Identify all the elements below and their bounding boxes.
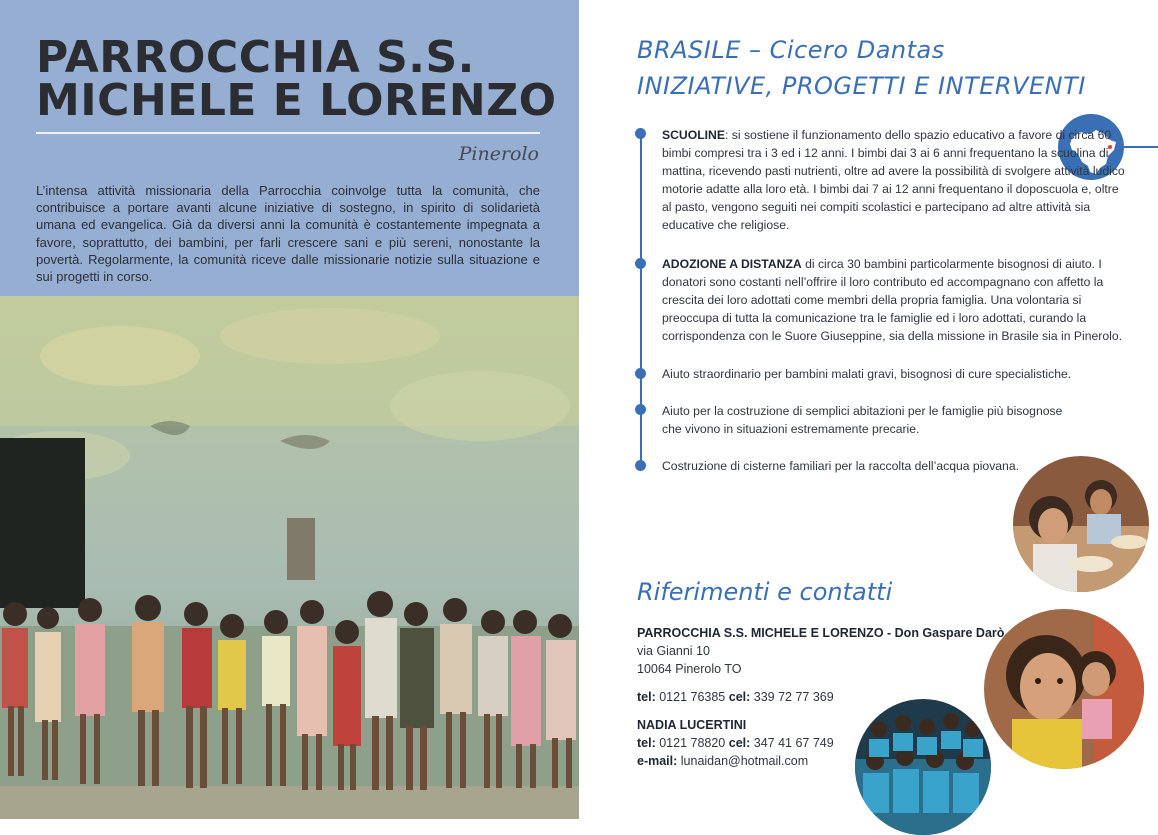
org-name: PARROCCHIA S.S. MICHELE E LORENZO	[637, 626, 884, 640]
title-line-1: PARROCCHIA S.S.	[36, 32, 475, 83]
children-group-photo	[0, 296, 579, 819]
timeline-dot	[635, 128, 646, 139]
email-label: e-mail:	[637, 754, 678, 768]
country-heading: BRASILE – Cicero Dantas	[637, 36, 945, 64]
contacts-heading: Riferimenti e contatti	[637, 578, 893, 606]
contact-address-1: via Gianni 10	[637, 644, 710, 658]
initiative-scuoline	[662, 126, 1127, 234]
initiatives-heading: INIZIATIVE, PROGETTI E INTERVENTI	[637, 72, 1086, 100]
right-page	[579, 0, 1158, 819]
contact-org	[637, 624, 1004, 642]
title-divider	[36, 132, 540, 134]
cel-label: cel:	[728, 690, 751, 704]
city-name: Pinerolo	[458, 143, 539, 165]
initiative-text: di circa 30 bambini particolarmente bisognosi di aiuto. I donatori sono costanti nell’offrire il loro contributo ed accompagnano con affetto la crescita dei loro adottati come membri della propria famiglia. Una volontaria si preoccupa di tutta la comunicazione tra le famiglie ed i loro adottati, curando la corrispondenza con le Suore Giuseppine, sia della missione in Brasile sia in Pinerolo.	[662, 257, 1122, 343]
initiative-text: : si sostiene il funzionamento dello spazio educativo a favore di circa 60 bimbi compresi tra i 3 ed i 12 anni. I bimbi dai 3 ai 6 anni frequentano la scuolina di mattina, ricevendo pasti nutrienti, oltre ad avere la possibilità di svolgere attività ludico motorie adatte alla loro età. I bimbi dai 7 ai 12 anni frequentano il doposcuola e, oltre al pasto, vengono seguiti nei compiti scolastici e partecipano ad altre attività sia educative che religiose.	[662, 128, 1125, 232]
cel-label: cel:	[728, 736, 751, 750]
left-page	[0, 0, 579, 819]
timeline-dot	[635, 404, 646, 415]
contact-address-2: 10064 Pinerolo TO	[637, 662, 742, 676]
cel-number: 339 72 77 369	[750, 690, 834, 704]
org-separator: -	[883, 626, 895, 640]
email-address: lunaidan@hotmail.com	[677, 754, 809, 768]
tel-label: tel:	[637, 736, 656, 750]
initiative-adozione	[662, 255, 1127, 345]
initiative-cisterne: Costruzione di cisterne familiari per la raccolta dell’acqua piovana.	[662, 459, 1020, 473]
tel-number-2: 0121 78820	[655, 736, 729, 750]
child-portrait-photo	[984, 609, 1144, 769]
timeline-dot	[635, 460, 646, 471]
timeline-dot	[635, 258, 646, 269]
initiative-title: SCUOLINE	[662, 128, 725, 142]
children-group-small-photo	[855, 699, 991, 835]
parish-title	[36, 32, 557, 126]
tel-number: 0121 76385	[655, 690, 729, 704]
initiative-malati: Aiuto straordinario per bambini malati gravi, bisognosi di cure specialistiche.	[662, 367, 1072, 381]
initiative-abitazioni: Aiuto per la costruzione di semplici abitazioni per le famiglie più bisognose che vivono in situazioni estremamente precarie.	[662, 404, 1063, 436]
children-meal-photo	[1013, 456, 1149, 592]
timeline-dot	[635, 368, 646, 379]
person-2-name: NADIA LUCERTINI	[637, 718, 747, 732]
org-person: Don Gaspare Darò	[894, 626, 1005, 640]
map-connector	[1124, 146, 1158, 148]
children-photo-illustration	[0, 296, 579, 819]
tel-label: tel:	[637, 690, 656, 704]
intro-paragraph: L’intensa attività missionaria della Parrocchia coinvolge tutta la comunità, che contribuisce a portare avanti alcune iniziative di sostegno, in spirito di solidarietà umana ed evangelica. Già da diversi anni la comunità è costantemente impegnata a favore, soprattutto, dei bambini, per farli crescere sani e più sereni, nonostante la povertà. Regolarmente, la comunità riceve dalle missionarie notizie sulla situazione e sui progetti in corso.	[36, 183, 540, 285]
initiative-title: ADOZIONE A DISTANZA	[662, 257, 802, 271]
timeline-line	[640, 133, 642, 465]
header-panel	[0, 0, 579, 296]
title-line-2: MICHELE E LORENZO	[36, 75, 557, 126]
cel-number-2: 347 41 67 749	[750, 736, 834, 750]
